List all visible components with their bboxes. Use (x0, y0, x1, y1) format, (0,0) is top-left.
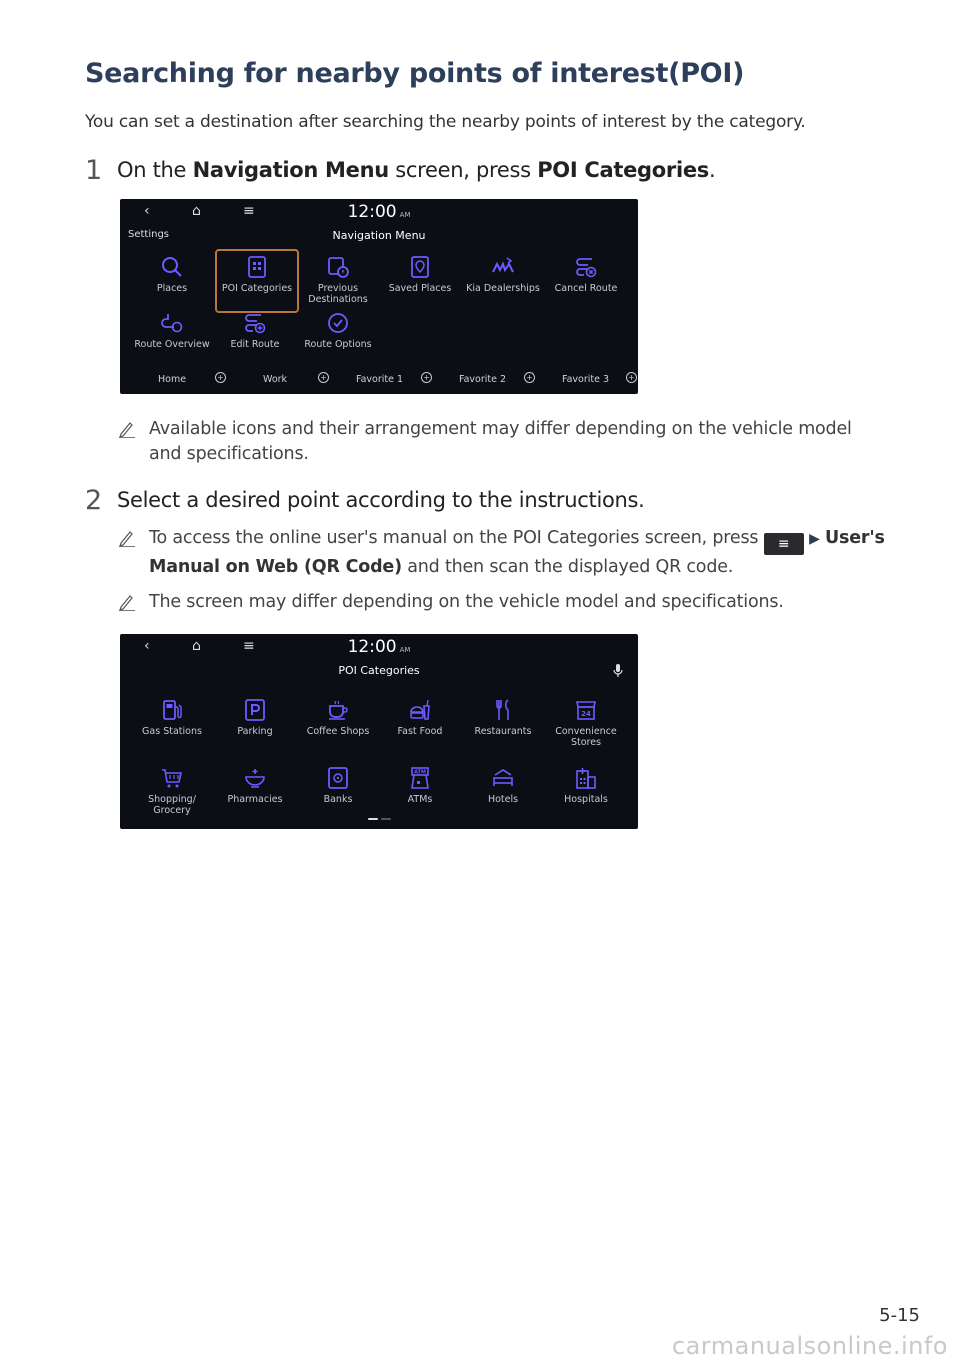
tile-label: Route Overview (134, 339, 210, 350)
clock-ampm: AM (399, 211, 411, 219)
tile-label: Hospitals (564, 794, 608, 805)
tile-label: Banks (323, 794, 353, 805)
route-overview-icon (160, 311, 184, 335)
arrow-right-icon: ▶ (809, 531, 820, 547)
bold-term: POI Categories (537, 158, 709, 182)
tile-places[interactable] (132, 255, 212, 294)
step-text: Select a desired point according to the instructions. (117, 488, 645, 512)
page-indicator[interactable] (368, 805, 394, 824)
svg-text:24: 24 (581, 710, 591, 718)
tile-label: POI Categories (221, 283, 293, 294)
history-icon (326, 255, 350, 279)
tile-fast-food[interactable] (380, 698, 460, 737)
page-dot (381, 818, 391, 820)
note-3 (118, 590, 888, 615)
atm-icon (408, 766, 432, 790)
hospital-icon (574, 766, 598, 790)
parking-icon (243, 698, 267, 722)
tile-label: Restaurants (474, 726, 532, 737)
tile-label: Hotels (487, 794, 519, 805)
page-dot-active (368, 818, 378, 820)
tile-label: Previous Destinations (308, 283, 368, 305)
clock (120, 202, 638, 222)
tile-label: Kia Dealerships (466, 283, 540, 294)
fav-home[interactable]: Home (158, 374, 187, 385)
pencil-note-icon (118, 420, 136, 438)
menu-icon[interactable]: ≡ (243, 638, 255, 654)
tile-parking[interactable] (215, 698, 295, 737)
watermark: carmanualsonline.info (671, 1332, 948, 1360)
navigation-menu-screen (120, 199, 638, 394)
shopping-cart-icon (160, 766, 184, 790)
tile-gas-stations[interactable] (132, 698, 212, 737)
tile-route-overview[interactable] (132, 311, 212, 350)
tile-label: Parking (237, 726, 273, 737)
section-title: Searching for nearby points of interest(POI) (85, 58, 745, 89)
back-icon[interactable]: ‹ (144, 203, 150, 219)
bold-term: Navigation Menu (192, 158, 389, 182)
note-text: To access the online user's manual on the POI Categories screen, press (149, 528, 759, 548)
microphone-icon[interactable] (612, 663, 624, 679)
tile-coffee-shops[interactable] (298, 698, 378, 737)
tile-label: Fast Food (397, 726, 443, 737)
check-circle-icon (326, 311, 350, 335)
note-text: The screen may differ depending on the vehicle model and specifications. (149, 592, 784, 612)
menu-icon[interactable]: ≡ (243, 203, 255, 219)
fast-food-icon (408, 698, 432, 722)
tile-label: Cancel Route (554, 283, 618, 294)
search-icon (160, 255, 184, 279)
step-number: 2 (85, 485, 102, 516)
clock (120, 637, 638, 657)
mortar-pestle-icon (243, 766, 267, 790)
tile-label: Places (156, 283, 188, 294)
clock-time: 12:00 (347, 202, 397, 222)
tile-cancel-route[interactable] (546, 255, 626, 294)
tile-saved-places[interactable] (380, 255, 460, 294)
add-icon[interactable]: + (318, 372, 329, 383)
screen-title: POI Categories (338, 664, 420, 677)
add-icon[interactable]: + (626, 372, 637, 383)
poi-categories-screen (120, 634, 638, 829)
tile-previous-destinations[interactable] (298, 255, 378, 305)
favorites-bar (120, 369, 638, 393)
fav-1[interactable]: Favorite 1 (356, 374, 404, 385)
coffee-cup-icon (326, 698, 350, 722)
clock-ampm: AM (399, 646, 411, 654)
fav-2[interactable]: Favorite 2 (459, 374, 507, 385)
tile-hotels[interactable] (463, 766, 543, 805)
back-icon[interactable]: ‹ (144, 638, 150, 654)
tile-poi-categories[interactable] (215, 249, 299, 313)
tile-label: Coffee Shops (306, 726, 370, 737)
tile-restaurants[interactable] (463, 698, 543, 737)
step-text: . (709, 158, 716, 182)
tile-atms[interactable] (380, 766, 460, 805)
tile-label: Convenience Stores (555, 726, 617, 748)
tile-route-options[interactable] (298, 311, 378, 350)
settings-link[interactable]: Settings (128, 229, 170, 240)
fav-work[interactable]: Work (263, 374, 288, 385)
note-1 (118, 417, 888, 467)
pencil-note-icon (118, 529, 136, 547)
tile-shopping-grocery[interactable] (132, 766, 212, 816)
kia-logo-icon (491, 255, 515, 279)
step-2 (85, 485, 645, 516)
tile-banks[interactable] (298, 766, 378, 805)
gas-pump-icon (160, 698, 184, 722)
tile-kia-dealerships[interactable] (463, 255, 543, 294)
bed-icon (491, 766, 515, 790)
tile-pharmacies[interactable] (215, 766, 295, 805)
saved-pin-icon (408, 255, 432, 279)
clock-time: 12:00 (347, 637, 397, 657)
poi-categories-icon (245, 255, 269, 279)
home-icon[interactable]: ⌂ (192, 203, 201, 219)
svg-text:ATM: ATM (414, 769, 426, 776)
step-text: On the (117, 158, 193, 182)
bold-term: User's Manual on Web (QR Code) (149, 528, 885, 577)
home-icon[interactable]: ⌂ (192, 638, 201, 654)
tile-label: Route Options (304, 339, 372, 350)
intro-text: You can set a destination after searching the nearby points of interest by the category. (85, 112, 806, 132)
note-text: Available icons and their arrangement may differ depending on the vehicle model and specifications. (149, 419, 852, 464)
safe-icon (326, 766, 350, 790)
tile-label: ATMs (407, 794, 433, 805)
tile-label: Saved Places (388, 283, 452, 294)
pencil-note-icon (118, 593, 136, 611)
step-number: 1 (85, 155, 102, 186)
tile-hospitals[interactable] (546, 766, 626, 805)
step-1 (85, 155, 715, 186)
add-icon[interactable]: + (215, 372, 226, 383)
page-number: 5-15 (879, 1305, 920, 1326)
add-icon[interactable]: + (524, 372, 535, 383)
tile-label: Gas Stations (142, 726, 202, 737)
fav-3[interactable]: Favorite 3 (562, 374, 610, 385)
note-2 (118, 526, 888, 580)
add-icon[interactable]: + (421, 372, 432, 383)
fork-knife-icon (491, 698, 515, 722)
cancel-route-icon (574, 255, 598, 279)
menu-icon: ≡ (764, 533, 804, 555)
tile-edit-route[interactable] (215, 311, 295, 350)
tile-convenience-stores[interactable] (546, 698, 626, 748)
step-text: screen, press (388, 158, 538, 182)
tile-label: Edit Route (230, 339, 280, 350)
tile-label: Pharmacies (227, 794, 283, 805)
edit-route-icon (243, 311, 267, 335)
screen-title: Navigation Menu (332, 229, 426, 242)
note-text: and then scan the displayed QR code. (401, 557, 734, 577)
store-24-icon (574, 698, 598, 722)
tile-label: Shopping/ Grocery (148, 794, 196, 816)
